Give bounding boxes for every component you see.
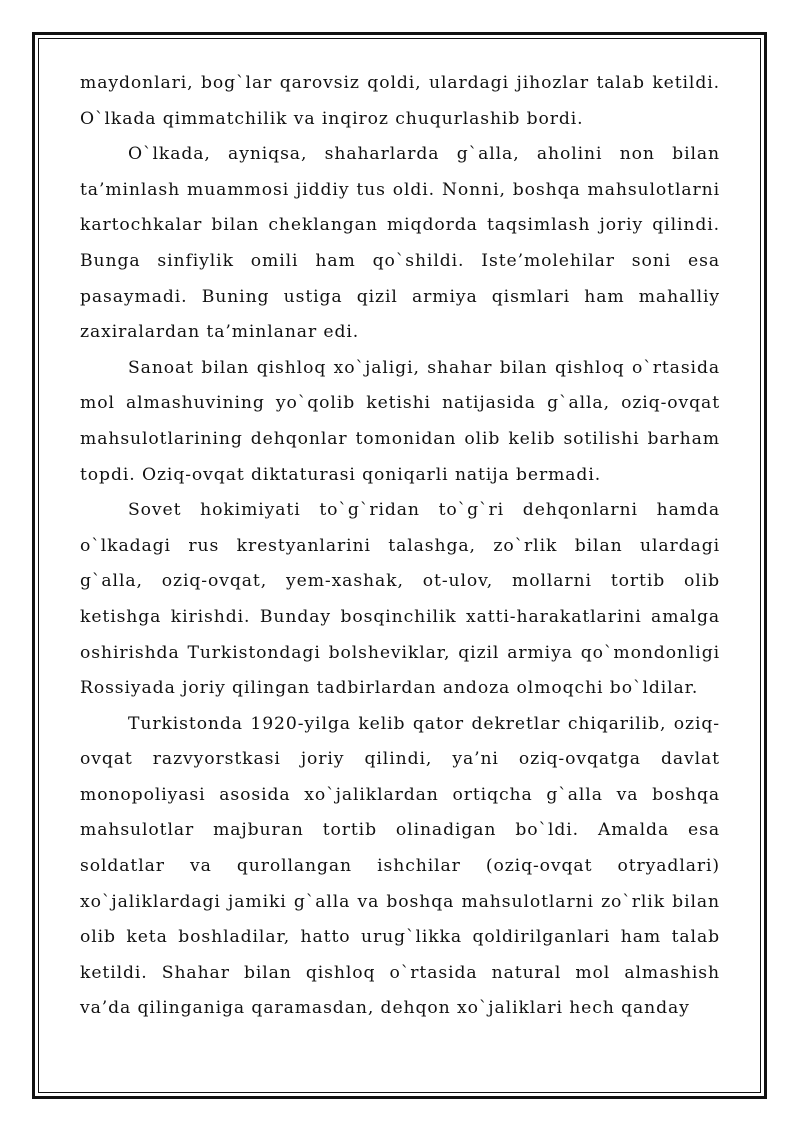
paragraph: O`lkada, ayniqsa, shaharlarda g`alla, aholini non bilan ta’minlash muammosi jiddiy tus oldi. Nonni, boshqa mahsulotlarni kartochkalar bilan cheklangan miqdorda taqsimlash joriy qilindi. Bunga sinfiylik omili ham qo`shildi. Iste’molehilar soni esa pasaymadi. Buning ustiga qizil armiya qismlari ham mahalliy zaxiralardan ta’minlanar edi. <box>80 144 720 343</box>
paragraph: Sanoat bilan qishloq xo`jaligi, shahar bilan qishloq o`rtasida mol almashuvining yo`qolib ketishi natijasida g`alla, oziq-ovqat mahsulotlarining dehqonlar tomonidan olib kelib sotilishi barham topdi. Oziq-ovqat diktaturasi qoniqarli natija bermadi. <box>80 357 720 485</box>
document-body <box>80 66 720 1027</box>
paragraph: Sovet hokimiyati to`g`ridan to`g`ri dehqonlarni hamda o`lkadagi rus krestyanlarini talashga, zo`rlik bilan ulardagi g`alla, oziq-ovqat, yem-xashak, ot-ulov, mollarni tortib olib ketishga kirishdi. Bunday bosqinchilik xatti-harakatlarini amalga oshirishda Turkistondagi bolsheviklar, qizil armiya qo`mondonligi Rossiyada joriy qilingan tadbirlardan andoza olmoqchi bo`ldilar. <box>80 500 720 699</box>
paragraph-continued: maydonlari, bog`lar qarovsiz qoldi, ulardagi jihozlar talab ketildi. O`lkada qimmatchilik va inqiroz chuqurlashib bordi. <box>80 73 720 129</box>
paragraph: Turkistonda 1920-yilga kelib qator dekretlar chiqarilib, oziq-ovqat razvyorstkasi joriy qilindi, ya’ni oziq-ovqatga davlat monopoliyasi asosida xo`jaliklardan ortiqcha g`alla va boshqa mahsulotlar majburan tortib olinadigan bo`ldi. Amalda esa soldatlar va qurollangan ishchilar (oziq-ovqat otryadlari) xo`jaliklardagi jamiki g`alla va boshqa mahsulotlarni zo`rlik bilan olib keta boshladilar, hatto urug`likka qoldirilganlari ham talab ketildi. Shahar bilan qishloq o`rtasida natural mol almashish va’da qilinganiga qaramasdan, dehqon xo`jaliklari hech qanday <box>80 713 720 1019</box>
